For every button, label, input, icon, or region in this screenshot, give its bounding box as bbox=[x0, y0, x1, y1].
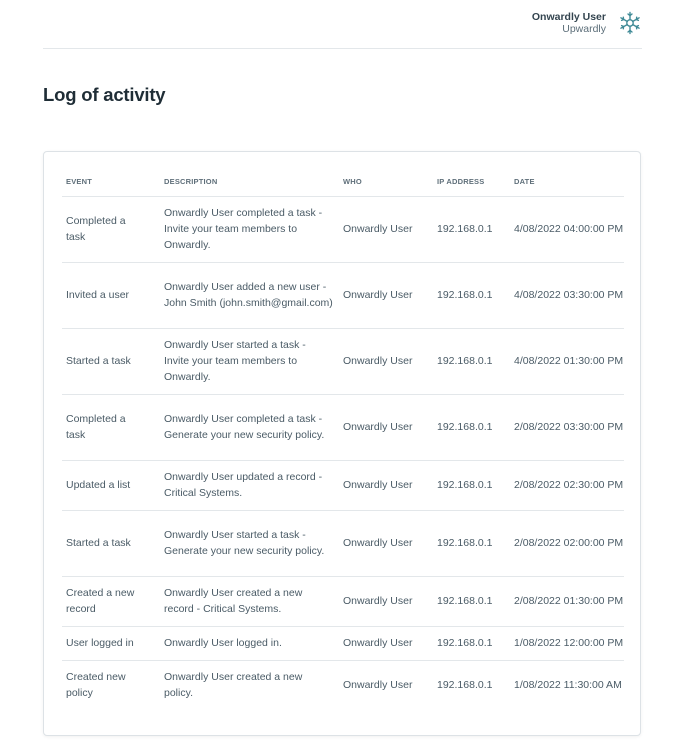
cell-date: 4/08/2022 01:30:00 PM bbox=[510, 328, 624, 394]
column-header-description: DESCRIPTION bbox=[160, 168, 339, 196]
page-title: Log of activity bbox=[43, 84, 166, 105]
cell-ip-address: 192.168.0.1 bbox=[433, 576, 510, 626]
table-row bbox=[62, 576, 624, 626]
cell-who: Onwardly User bbox=[339, 460, 433, 510]
cell-description: Onwardly User logged in. bbox=[160, 626, 339, 660]
cell-who: Onwardly User bbox=[343, 679, 413, 692]
table-row bbox=[62, 262, 624, 328]
table-row bbox=[62, 328, 624, 394]
table-row bbox=[62, 660, 624, 710]
activity-log-card bbox=[43, 151, 641, 736]
cell-who: Onwardly User bbox=[339, 196, 433, 262]
cell-ip-address: 192.168.0.1 bbox=[433, 460, 510, 510]
cell-description: Onwardly User created a new policy. bbox=[164, 671, 303, 700]
cell-who: Onwardly User bbox=[339, 394, 433, 460]
column-header-date: DATE bbox=[510, 168, 624, 196]
cell-description: Onwardly User started a task - Invite your team members to Onwardly. bbox=[160, 328, 339, 394]
cell-ip-address: 192.168.0.1 bbox=[433, 394, 510, 460]
column-header-who: WHO bbox=[339, 168, 433, 196]
cell-description: Onwardly User added a new user - John Smith (john.smith@gmail.com) bbox=[160, 262, 339, 328]
cell-date: 4/08/2022 03:30:00 PM bbox=[510, 262, 624, 328]
cell-who: Onwardly User bbox=[339, 262, 433, 328]
table-row bbox=[62, 196, 624, 262]
cell-ip-address: 192.168.0.1 bbox=[433, 626, 510, 660]
cell-description: Onwardly User created a new record - Critical Systems. bbox=[160, 576, 339, 626]
cell-event: Invited a user bbox=[62, 262, 160, 328]
cell-ip-address: 192.168.0.1 bbox=[433, 510, 510, 576]
cell-event: Completed a task bbox=[62, 196, 160, 262]
table-row bbox=[62, 510, 624, 576]
cell-event: Started a task bbox=[62, 328, 160, 394]
cell-description: Onwardly User completed a task - Generate your new security policy. bbox=[160, 394, 339, 460]
cell-description: Onwardly User updated a record - Critical Systems. bbox=[160, 460, 339, 510]
cell-who: Onwardly User bbox=[339, 626, 433, 660]
user-name: Onwardly User bbox=[531, 11, 606, 23]
cell-date: 2/08/2022 03:30:00 PM bbox=[510, 394, 624, 460]
cell-ip-address: 192.168.0.1 bbox=[433, 262, 510, 328]
table-row bbox=[62, 626, 624, 660]
cell-event: Completed a task bbox=[62, 394, 160, 460]
table-body bbox=[62, 196, 624, 710]
cell-date: 2/08/2022 02:30:00 PM bbox=[510, 460, 624, 510]
cell-who: Onwardly User bbox=[339, 328, 433, 394]
cell-ip-address: 192.168.0.1 bbox=[433, 196, 510, 262]
cell-description: Onwardly User started a task - Generate your new security policy. bbox=[160, 510, 339, 576]
column-header-ip-address: IP ADDRESS bbox=[433, 168, 510, 196]
cell-description: Onwardly User completed a task - Invite your team members to Onwardly. bbox=[160, 196, 339, 262]
top-header bbox=[43, 0, 642, 49]
org-name: Upwardly bbox=[562, 23, 606, 35]
cell-who: Onwardly User bbox=[339, 576, 433, 626]
cell-event: Created a new record bbox=[62, 576, 160, 626]
cell-date: 1/08/2022 12:00:00 PM bbox=[510, 626, 624, 660]
cell-event: Started a task bbox=[62, 510, 160, 576]
cell-ip-address: 192.168.0.1 bbox=[433, 328, 510, 394]
cell-event: Created new policy bbox=[66, 671, 126, 700]
cell-event: User logged in bbox=[62, 626, 160, 660]
table-row bbox=[62, 460, 624, 510]
activity-log-table bbox=[62, 168, 624, 710]
table-row bbox=[62, 394, 624, 460]
cell-event: Updated a list bbox=[62, 460, 160, 510]
cell-ip-address: 192.168.0.1 bbox=[437, 679, 493, 692]
cell-date: 4/08/2022 04:00:00 PM bbox=[510, 196, 624, 262]
snowflake-gear-icon[interactable] bbox=[618, 11, 642, 35]
table-header-row bbox=[62, 168, 624, 196]
cell-who: Onwardly User bbox=[339, 510, 433, 576]
cell-date: 1/08/2022 11:30:00 AM bbox=[514, 679, 622, 692]
cell-date: 2/08/2022 01:30:00 PM bbox=[510, 576, 624, 626]
user-menu[interactable] bbox=[532, 11, 606, 35]
cell-date: 2/08/2022 02:00:00 PM bbox=[510, 510, 624, 576]
column-header-event: EVENT bbox=[62, 168, 160, 196]
